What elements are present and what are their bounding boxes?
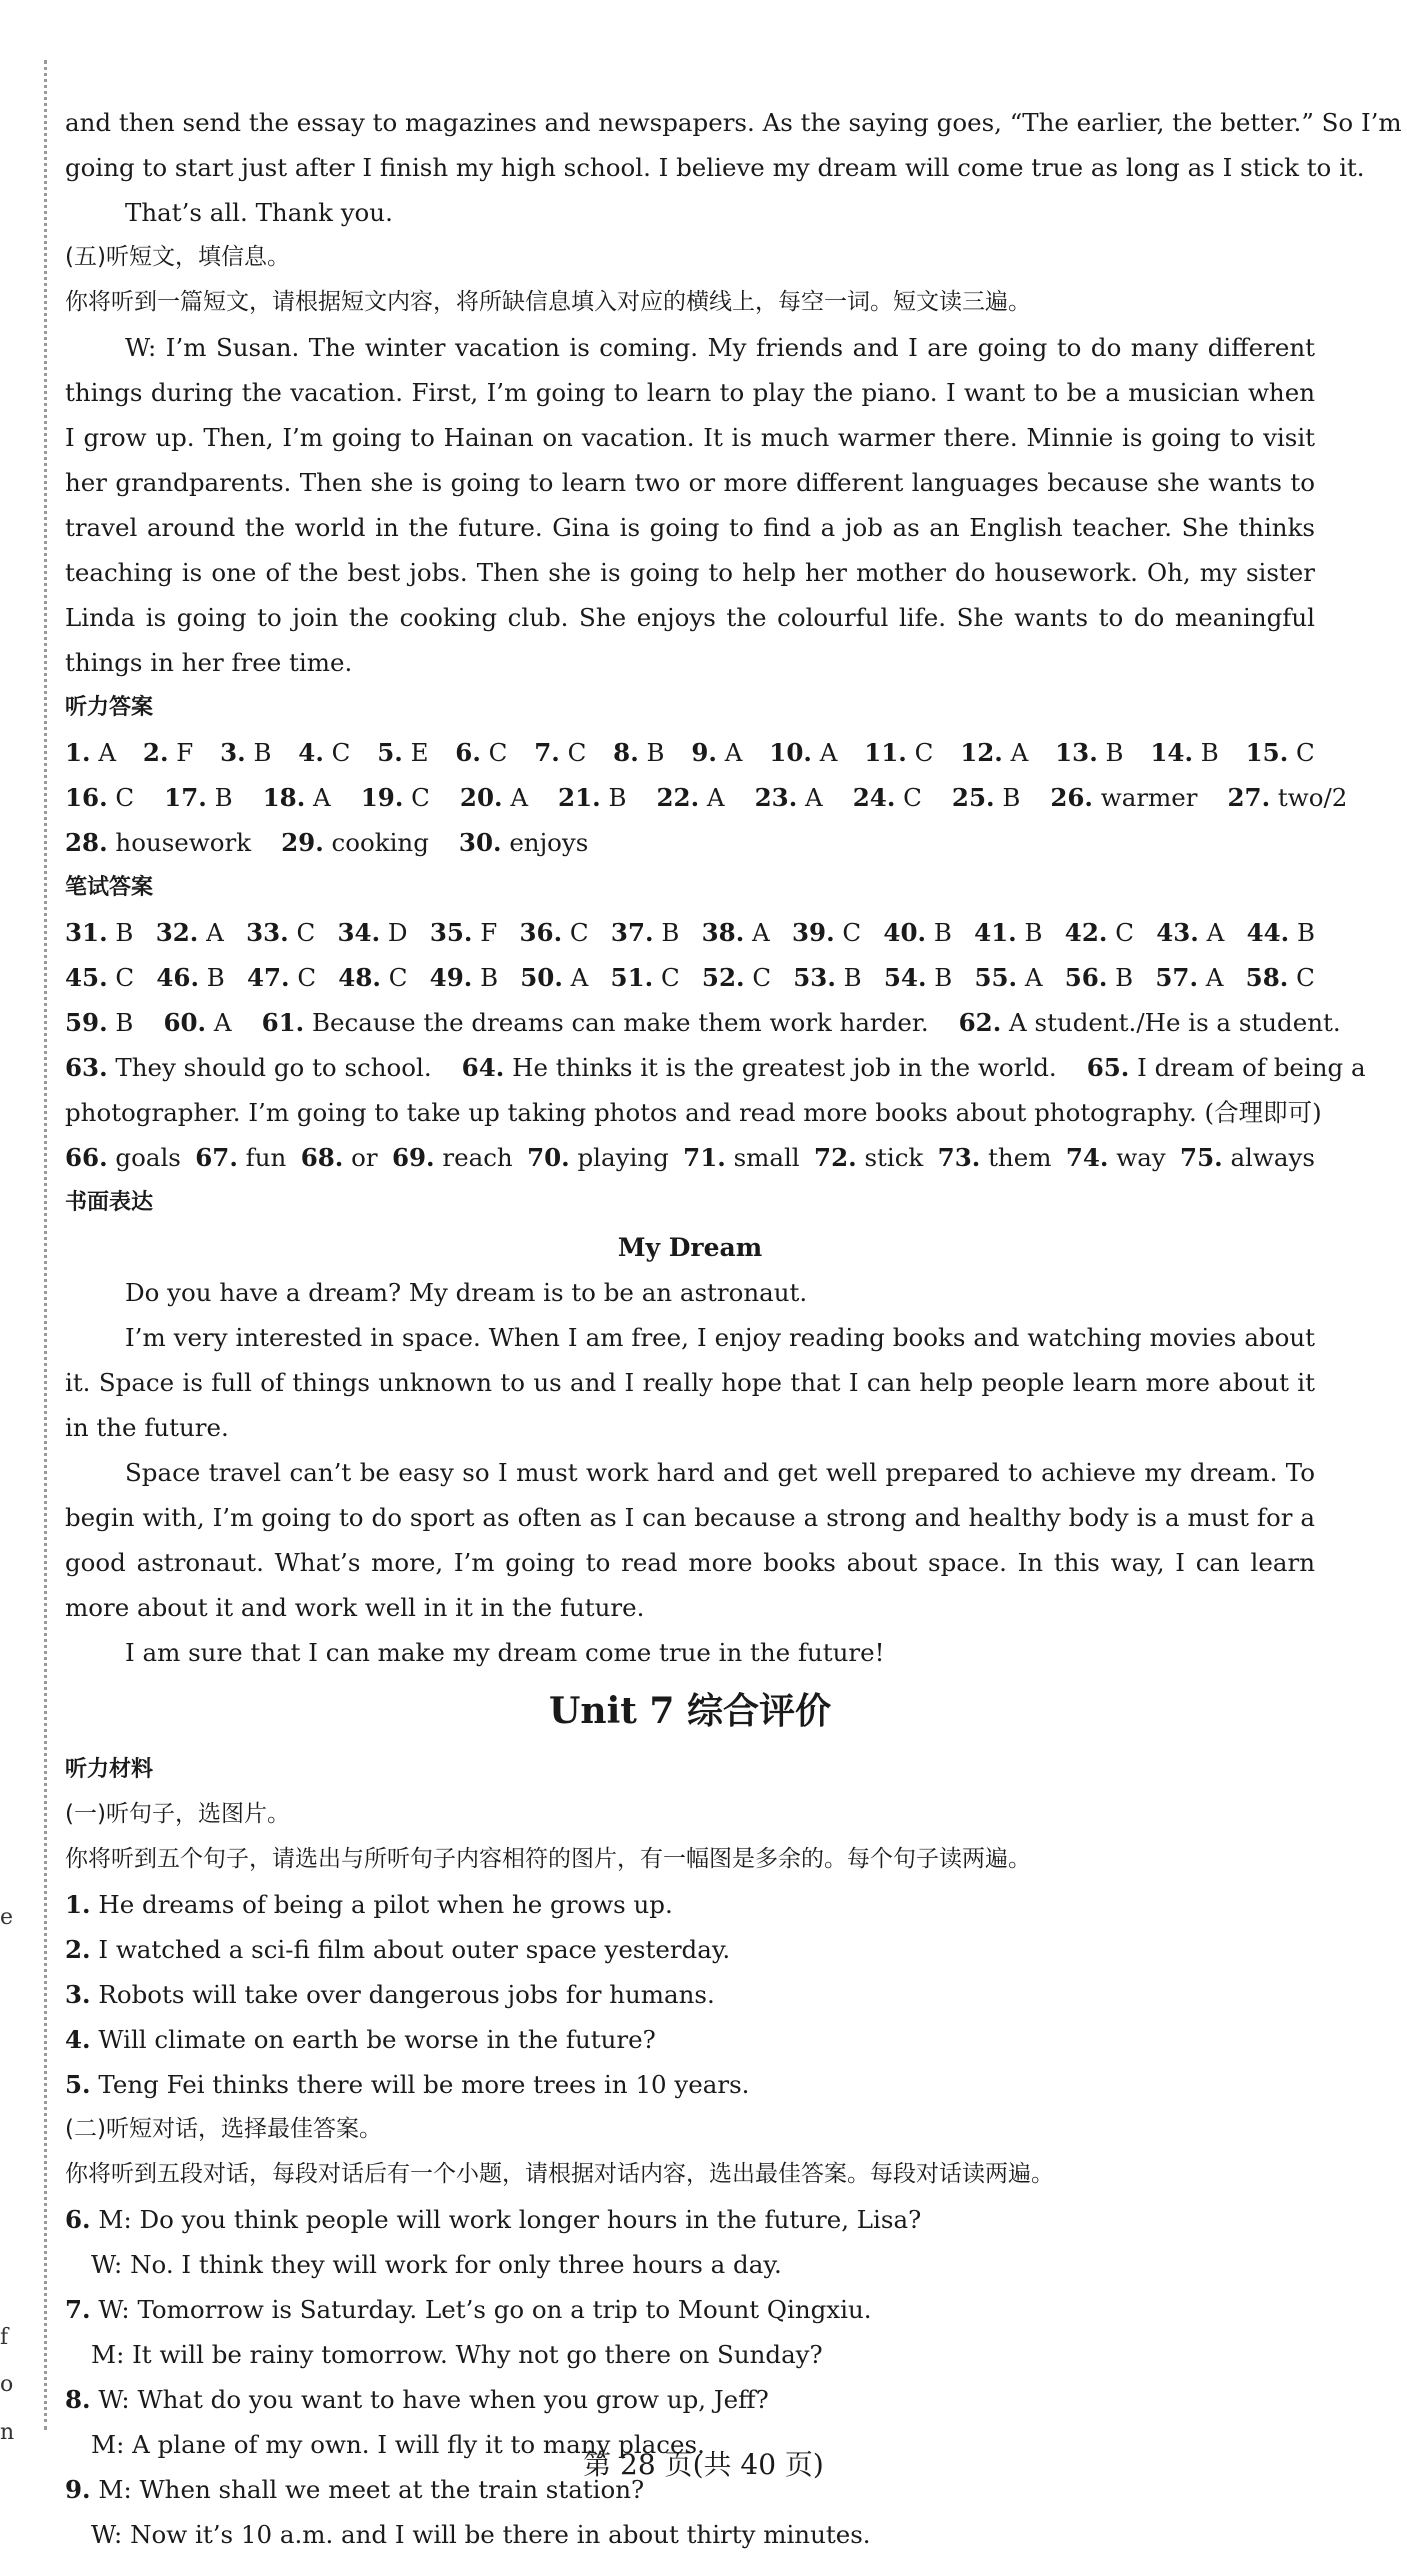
dialogue-line: W: Now it’s 10 a.m. and I will be there in about thirty minutes.: [91, 2520, 871, 2549]
answer-value: A: [724, 738, 743, 767]
answer-value: C: [388, 963, 408, 992]
answer-item: [164, 783, 232, 812]
answer-value: B: [661, 918, 680, 947]
question-number: 4.: [65, 2025, 91, 2054]
answer-number: 3.: [220, 738, 246, 767]
answer-value: A: [570, 963, 589, 992]
answer-value: A: [313, 783, 331, 812]
answer-value: B: [480, 963, 499, 992]
answer-item: [246, 910, 315, 955]
listening-sentence: [65, 1927, 1315, 1972]
answer-number: 49.: [429, 963, 473, 992]
margin-letter: n: [0, 2420, 15, 2445]
answer-number: 6.: [455, 738, 481, 767]
answer-number: 23.: [754, 783, 798, 812]
answer-value: A: [1206, 918, 1225, 947]
margin-letter: o: [0, 2372, 14, 2397]
question-number: 7.: [65, 2295, 91, 2324]
answer-item: [611, 910, 679, 955]
dialogue-text: M: When shall we meet at the train station?: [98, 2475, 645, 2504]
answer-number: 69.: [391, 1143, 435, 1172]
answer-item: [298, 730, 350, 775]
answer-value: A: [510, 783, 529, 812]
answer-number: 75.: [1180, 1143, 1223, 1172]
listening-sentence: [65, 2062, 1315, 2107]
sentence-text: Teng Fei thinks there will be more trees in 10 years.: [98, 2070, 750, 2099]
answer-value: A: [805, 783, 823, 812]
answer-item: [65, 1008, 133, 1037]
answer-item: [281, 828, 429, 857]
answer-item: [683, 1135, 800, 1180]
answer-number: 53.: [793, 963, 836, 992]
answer-item: [65, 783, 134, 812]
written-answers-heading: 笔试答案: [65, 875, 154, 900]
answer-number: 66.: [65, 1143, 108, 1172]
page-footer: 第 28 页(共 40 页): [583, 2448, 824, 2481]
answer-number: 67.: [195, 1143, 238, 1172]
answer-value: reach: [442, 1143, 513, 1172]
answer-item: [65, 828, 251, 857]
answer-item: [430, 910, 497, 955]
answer-item: [1050, 783, 1197, 812]
answer-number: 18.: [262, 783, 306, 812]
answer-value: A: [213, 1008, 232, 1037]
answer-number: 24.: [852, 783, 896, 812]
answer-value: C: [296, 918, 316, 947]
answer-item: [1246, 730, 1315, 775]
written-answers-row: photographer. I’m going to take up taking photos and read more books about photography. (合理即可): [65, 1098, 1322, 1127]
answer-value: B: [214, 783, 233, 812]
answer-value: A student./He is a student.: [1009, 1008, 1341, 1037]
answer-value: B: [1024, 918, 1043, 947]
answer-number: 32.: [155, 918, 199, 947]
essay-paragraph: I am sure that I can make my dream come true in the future!: [125, 1638, 885, 1667]
answer-number: 39.: [791, 918, 835, 947]
answer-value: B: [1296, 918, 1315, 947]
answer-number: 56.: [1064, 963, 1108, 992]
answer-value: A: [706, 783, 725, 812]
answer-number: 46.: [156, 963, 199, 992]
answer-item: [65, 910, 133, 955]
answer-item: [65, 730, 116, 775]
answer-number: 68.: [300, 1143, 344, 1172]
answer-item: [462, 1053, 1057, 1082]
answer-number: 50.: [520, 963, 563, 992]
writing-heading: 书面表达: [65, 1190, 154, 1215]
answer-item: [960, 730, 1028, 775]
answer-item: [519, 910, 588, 955]
answer-number: 52.: [701, 963, 745, 992]
answer-number: 59.: [65, 1008, 108, 1037]
answer-value: A: [1205, 963, 1224, 992]
answer-item: [613, 730, 664, 775]
part2-instruction: 你将听到五段对话，每段对话后有一个小题，请根据对话内容，选出最佳答案。每段对话读两遍。: [65, 2161, 1054, 2187]
dialogue-line: [65, 2287, 1315, 2332]
answer-number: 8.: [613, 738, 639, 767]
answer-item: [143, 730, 193, 775]
answer-item: [65, 1135, 181, 1180]
answer-value: C: [914, 738, 934, 767]
listening-sentence: [65, 2017, 1315, 2062]
answer-value: C: [903, 783, 922, 812]
written-answers-row: [65, 955, 1315, 1000]
answer-value: B: [1115, 963, 1134, 992]
answer-number: 55.: [974, 963, 1018, 992]
answer-value: C: [297, 963, 317, 992]
answer-number: 20.: [459, 783, 503, 812]
answer-value: B: [253, 738, 272, 767]
listening-answers-row: [65, 730, 1315, 775]
answer-value: C: [752, 963, 772, 992]
answer-number: 74.: [1065, 1143, 1109, 1172]
answer-number: 16.: [65, 783, 108, 812]
answer-number: 48.: [338, 963, 381, 992]
answer-number: 28.: [65, 828, 108, 857]
answer-number: 37.: [610, 918, 654, 947]
margin-letter: e: [0, 1905, 14, 1930]
answer-value: B: [646, 738, 665, 767]
answer-value: B: [1105, 738, 1124, 767]
essay-paragraph: I’m very interested in space. When I am free, I enjoy reading books and watching movies about it. Space is full of things unknown to us and I really hope that I can help people learn more about it in the future.: [65, 1323, 1315, 1442]
answer-value: Because the dreams can make them work harder.: [311, 1008, 929, 1037]
answer-number: 40.: [883, 918, 927, 947]
sentence-text: I watched a sci-fi film about outer space yesterday.: [98, 1935, 731, 1964]
answer-value: They should go to school.: [115, 1053, 432, 1082]
answer-item: [814, 1135, 923, 1180]
answer-number: 26.: [1050, 783, 1093, 812]
answer-item: [459, 828, 588, 857]
answer-number: 58.: [1245, 963, 1289, 992]
answer-value: C: [1296, 963, 1315, 992]
answer-number: 21.: [558, 783, 601, 812]
answer-value: C: [115, 963, 135, 992]
answer-number: 35.: [429, 918, 473, 947]
answer-number: 17.: [164, 783, 207, 812]
answer-value: them: [988, 1143, 1052, 1172]
listening-answers-row: [65, 775, 1348, 820]
written-answers-row: [65, 1000, 1341, 1045]
essay-title: My Dream: [617, 1233, 763, 1262]
answer-value: or: [351, 1143, 378, 1172]
answer-value: C: [660, 963, 680, 992]
dialogue-line: [65, 2377, 1315, 2422]
sentence-text: Will climate on earth be worse in the future?: [98, 2025, 656, 2054]
question-number: 3.: [65, 1980, 91, 2009]
answer-number: 31.: [65, 918, 108, 947]
answer-item: [558, 783, 626, 812]
answer-item: [156, 910, 224, 955]
materials-heading: 听力材料: [65, 1757, 154, 1782]
answer-number: 73.: [937, 1143, 981, 1172]
answer-item: [884, 955, 952, 1000]
answer-value: C: [569, 918, 589, 947]
answer-number: 19.: [360, 783, 404, 812]
part5-instruction: 你将听到一篇短文，请根据短文内容，将所缺信息填入对应的横线上，每空一词。短文读三遍。: [65, 289, 1031, 315]
answer-item: [1150, 730, 1218, 775]
answer-number: 51.: [610, 963, 654, 992]
answer-number: 15.: [1245, 738, 1289, 767]
answer-value: A: [752, 918, 770, 947]
essay-paragraph: Do you have a dream? My dream is to be an astronaut.: [125, 1278, 808, 1307]
answer-item: [263, 783, 331, 812]
answer-item: [691, 730, 742, 775]
answer-item: [883, 910, 951, 955]
answer-value: B: [115, 918, 134, 947]
answer-item: [1227, 783, 1347, 812]
answer-number: 45.: [65, 963, 108, 992]
answer-item: [938, 1135, 1052, 1180]
answer-item: [337, 910, 407, 955]
answer-value: housework: [115, 828, 252, 857]
answer-number: 10.: [769, 738, 812, 767]
answer-item: [163, 1008, 231, 1037]
answer-value: goals: [115, 1143, 181, 1172]
part2-heading: (二)听短对话，选择最佳答案。: [65, 2116, 382, 2142]
answer-value: B: [206, 963, 225, 992]
dialogue-line: [65, 2197, 1315, 2242]
answer-number: 2.: [142, 738, 169, 767]
answer-item: [534, 730, 586, 775]
intro-line: and then send the essay to magazines and newspapers. As the saying goes, “The earlier, the better.” So I’m: [65, 108, 1402, 137]
answer-number: 34.: [337, 918, 381, 947]
sentence-text: Robots will take over dangerous jobs for humans.: [98, 1980, 715, 2009]
answer-value: He thinks it is the greatest job in the world.: [512, 1053, 1057, 1082]
answer-value: C: [331, 738, 351, 767]
answer-number: 33.: [246, 918, 289, 947]
answer-number: 41.: [974, 918, 1017, 947]
answer-item: [430, 955, 498, 1000]
answer-item: [527, 1135, 669, 1180]
answer-number: 13.: [1055, 738, 1098, 767]
answer-number: 62.: [958, 1008, 1002, 1037]
listening-answers-row: [65, 820, 1315, 865]
answer-item: [377, 730, 428, 775]
answer-number: 14.: [1150, 738, 1193, 767]
answer-value: A: [819, 738, 838, 767]
answer-number: 72.: [814, 1143, 857, 1172]
answer-item: [195, 1135, 286, 1180]
answer-value: D: [387, 918, 408, 947]
answer-item: [1066, 1135, 1166, 1180]
listening-sentence: [65, 1972, 1315, 2017]
dialogue-line: M: It will be rainy tomorrow. Why not go there on Sunday?: [91, 2340, 823, 2369]
essay-paragraph: Space travel can’t be easy so I must work hard and get well prepared to achieve my dream. To begin with, I’m going to do sport as often as I can because a strong and healthy body is a must for a good astronaut. What’s more, I’m going to read more books about space. In this way, I can learn more about it and work well in it in the future.: [65, 1458, 1315, 1622]
answer-item: [520, 955, 588, 1000]
question-number: 2.: [65, 1935, 91, 1964]
answer-item: [392, 1135, 513, 1180]
answer-value: A: [206, 918, 224, 947]
answer-value: B: [933, 918, 952, 947]
dialogue-text: M: Do you think people will work longer hours in the future, Lisa?: [98, 2205, 922, 2234]
answer-item: [262, 1008, 929, 1037]
answer-value: B: [934, 963, 953, 992]
answer-value: fun: [245, 1143, 287, 1172]
answer-number: 12.: [960, 738, 1003, 767]
part5-passage: W: I’m Susan. The winter vacation is coming. My friends and I are going to do many different things during the vacation. First, I’m going to learn to play the piano. I want to be a musician when I grow up. Then, I’m going to Hainan on vacation. It is much warmer there. Minnie is going to visit her grandparents. Then she is going to learn two or more different languages because she wants to travel around the world in the future. Gina is going to find a job as an English teacher. She thinks teaching is one of the best jobs. Then she is going to help her mother do housework. Oh, my sister Linda is going to join the cooking club. She enjoys the colourful life. She wants to do meaningful things in her free time.: [65, 333, 1315, 677]
answer-value: C: [411, 783, 430, 812]
answer-number: 44.: [1246, 918, 1290, 947]
margin-letter: f: [0, 2325, 9, 2350]
question-number: 8.: [65, 2385, 91, 2414]
written-answers-row: [65, 1135, 1315, 1180]
listening-answers-heading: 听力答案: [65, 695, 154, 720]
answer-value: C: [1296, 738, 1315, 767]
answer-item: [65, 955, 134, 1000]
answer-value: A: [1010, 738, 1029, 767]
sentence-text: He dreams of being a pilot when he grows up.: [98, 1890, 673, 1919]
thanks-line: That’s all. Thank you.: [125, 198, 393, 227]
answer-value: B: [115, 1008, 134, 1037]
answer-item: [65, 1053, 432, 1082]
part1-instruction: 你将听到五个句子，请选出与所听句子内容相符的图片，有一幅图是多余的。每个句子读两遍。: [65, 1846, 1031, 1872]
answer-item: [1065, 955, 1133, 1000]
question-number: 1.: [65, 1890, 91, 1919]
answer-value: I dream of being a: [1137, 1053, 1366, 1082]
part5-heading: (五)听短文，填信息。: [65, 244, 290, 270]
question-number: 9.: [65, 2475, 91, 2504]
answer-item: [455, 730, 507, 775]
answer-value: enjoys: [509, 828, 589, 857]
answer-item: [974, 955, 1042, 1000]
answer-number: 22.: [656, 783, 700, 812]
answer-number: 1.: [65, 738, 91, 767]
dialogue-line: W: No. I think they will work for only three hours a day.: [91, 2250, 782, 2279]
binding-margin-rule: [44, 60, 47, 2430]
answer-item: [1247, 910, 1315, 955]
answer-item: [974, 910, 1042, 955]
answer-item: [1055, 730, 1123, 775]
answer-item: [1087, 1053, 1366, 1082]
answer-item: [1246, 955, 1315, 1000]
answer-value: B: [1002, 783, 1021, 812]
answer-number: 61.: [261, 1008, 305, 1037]
answer-item: [301, 1135, 378, 1180]
answer-item: [247, 955, 316, 1000]
answer-number: 9.: [691, 738, 717, 767]
answer-value: C: [842, 918, 862, 947]
answer-number: 64.: [461, 1053, 505, 1082]
answer-item: [952, 783, 1020, 812]
written-answers-row: [65, 1045, 1366, 1090]
answer-value: E: [410, 738, 429, 767]
page-content: [65, 100, 1402, 2557]
answer-item: [755, 783, 823, 812]
answer-item: [1155, 955, 1223, 1000]
dialogue-line: M: A plane of my own. I will fly it to many places.: [91, 2430, 705, 2459]
answer-value: C: [1115, 918, 1134, 947]
answer-item: [959, 1008, 1341, 1037]
dialogue-text: W: What do you want to have when you grow up, Jeff?: [98, 2385, 769, 2414]
dialogue-list: [65, 2197, 1315, 2557]
answer-number: 25.: [951, 783, 995, 812]
answer-value: stick: [864, 1143, 924, 1172]
answer-item: [769, 730, 837, 775]
answer-value: A: [1024, 963, 1043, 992]
answer-number: 65.: [1086, 1053, 1130, 1082]
part1-heading: (一)听句子，选图片。: [65, 1801, 290, 1827]
answer-number: 54.: [883, 963, 927, 992]
answer-value: C: [115, 783, 135, 812]
answer-item: [853, 783, 922, 812]
answer-value: always: [1230, 1143, 1315, 1172]
answer-number: 71.: [683, 1143, 726, 1172]
answer-value: B: [843, 963, 862, 992]
answer-value: playing: [577, 1143, 669, 1172]
answer-value: F: [176, 738, 194, 767]
answer-number: 60.: [163, 1008, 207, 1037]
answer-item: [361, 783, 430, 812]
written-answers-row: [65, 910, 1315, 955]
answer-value: B: [1200, 738, 1219, 767]
answer-number: 7.: [534, 738, 560, 767]
answer-item: [338, 955, 407, 1000]
answer-value: small: [733, 1143, 800, 1172]
unit-title: Unit 7 综合评价: [549, 1690, 831, 1732]
answer-value: way: [1116, 1143, 1166, 1172]
answer-item: [1156, 910, 1224, 955]
answer-number: 30.: [458, 828, 502, 857]
answer-item: [156, 955, 224, 1000]
answer-item: [702, 955, 771, 1000]
answer-number: 43.: [1156, 918, 1199, 947]
answer-value: F: [480, 918, 498, 947]
answer-number: 4.: [298, 738, 324, 767]
answer-number: 36.: [519, 918, 563, 947]
answer-value: two/2: [1277, 783, 1348, 812]
answer-number: 5.: [377, 738, 403, 767]
answer-item: [792, 910, 861, 955]
answer-value: C: [488, 738, 508, 767]
answer-value: A: [98, 738, 117, 767]
listening-sentence: [65, 1882, 1315, 1927]
answer-item: [611, 955, 680, 1000]
answer-number: 29.: [281, 828, 324, 857]
part1-sentences: [65, 1882, 1315, 2107]
dialogue-text: W: Tomorrow is Saturday. Let’s go on a trip to Mount Qingxiu.: [98, 2295, 872, 2324]
answer-number: 70.: [527, 1143, 570, 1172]
answer-number: 47.: [246, 963, 290, 992]
answer-value: cooking: [331, 828, 429, 857]
answer-item: [1180, 1135, 1315, 1180]
answer-number: 63.: [65, 1053, 108, 1082]
answer-item: [793, 955, 861, 1000]
answer-item: [1065, 910, 1134, 955]
answer-item: [864, 730, 933, 775]
answer-value: warmer: [1100, 783, 1198, 812]
question-number: 6.: [65, 2205, 91, 2234]
answer-number: 11.: [864, 738, 907, 767]
intro-line: going to start just after I finish my high school. I believe my dream will come true as long as I stick to it.: [65, 153, 1365, 182]
answer-item: [460, 783, 528, 812]
answer-item: [702, 910, 770, 955]
answer-number: 27.: [1227, 783, 1271, 812]
answer-item: [656, 783, 724, 812]
answer-number: 42.: [1064, 918, 1108, 947]
question-number: 5.: [65, 2070, 91, 2099]
answer-number: 57.: [1155, 963, 1198, 992]
answer-value: B: [608, 783, 627, 812]
answer-number: 38.: [701, 918, 745, 947]
answer-value: C: [567, 738, 587, 767]
answer-item: [220, 730, 271, 775]
